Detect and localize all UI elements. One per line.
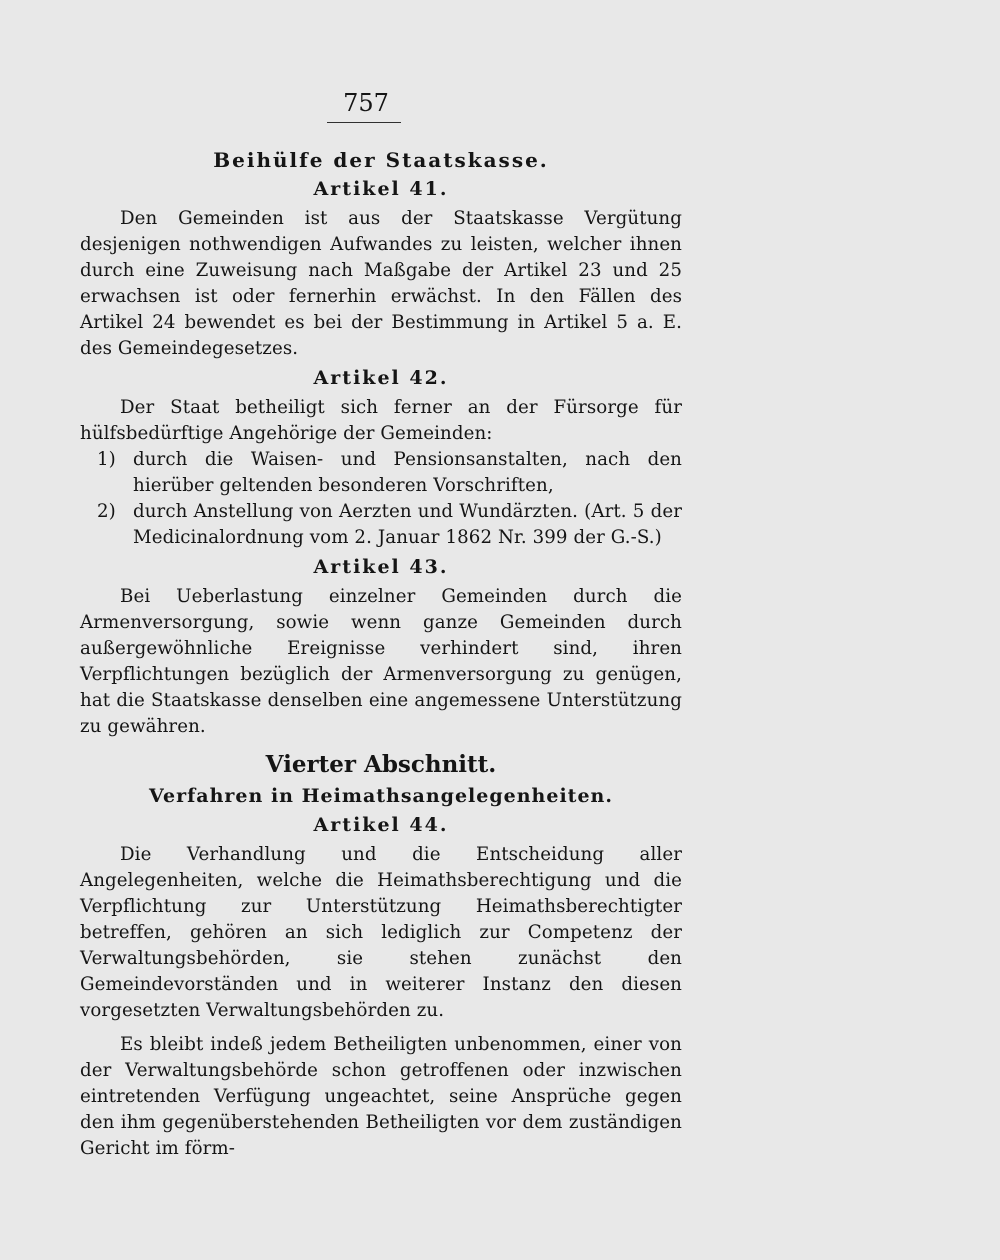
article-44-title: Artikel 44. — [313, 814, 449, 836]
article-41-paragraph: Den Gemeinden ist aus der Staatskasse Vergütung desjenigen nothwendigen Aufwandes zu leisten, welcher ihnen durch eine Zuweisung nach Maßgabe der Artikel 23 und 25 erwachsen ist oder fernerhin erwächst. In den Fällen des Artikel 24 bewendet es bei der Bestimmung in Artikel 5 a. E. des Gemeindegesetzes. — [80, 208, 682, 359]
article-43-paragraph: Bei Ueberlastung einzelner Gemeinden durch die Armenversorgung, sowie wenn ganze Gemeinden durch außergewöhnliche Ereignisse verhindert sind, ihren Verpflichtungen bezüglich der Armenversorgung zu genügen, hat die Staatskasse denselben eine angemessene Unterstützung zu gewähren. — [80, 586, 682, 737]
chapter-heading: Vierter Abschnitt. — [265, 751, 497, 778]
article-42-intro: Der Staat betheiligt sich ferner an der Fürsorge für hülfsbedürftige Angehörige der Gemeinden: — [80, 397, 682, 444]
article-42-list-item-1 — [80, 447, 682, 499]
list-text: durch die Waisen- und Pensionsanstalten, nach den hierüber geltenden besonderen Vorschriften, — [133, 449, 682, 496]
article-43-title: Artikel 43. — [313, 556, 449, 578]
article-44-paragraph-1: Die Verhandlung und die Entscheidung aller Angelegenheiten, welche die Heimathsberechtigung und die Verpflichtung zur Unterstützung Heimathsberechtigter betreffen, gehören an sich lediglich zur Competenz der Verwaltungsbehörden, sie stehen zunächst den Gemeindevorständen und in weiterer Instanz den diesen vorgesetzten Verwaltungsbehörden zu. — [80, 844, 682, 1021]
list-text: durch Anstellung von Aerzten und Wundärzten. (Art. 5 der Medicinalordnung vom 2. Januar 1862 Nr. 399 der G.-S.) — [133, 501, 682, 548]
list-number: 1) — [97, 449, 116, 470]
page-number: 757 — [343, 89, 389, 117]
article-42-title: Artikel 42. — [313, 367, 449, 389]
article-42-list-item-2 — [80, 499, 682, 551]
article-44-paragraph-2: Es bleibt indeß jedem Betheiligten unbenommen, einer von der Verwaltungsbehörde schon getroffenen oder inzwischen eintretenden Verfügung ungeachtet, seine Ansprüche gegen den ihm gegenüberstehenden Betheiligten vor dem zuständigen Gericht im förm- — [80, 1034, 682, 1159]
page-content — [80, 88, 682, 1162]
page-number-rule — [327, 122, 401, 123]
article-41-title: Artikel 41. — [313, 178, 449, 200]
list-number: 2) — [97, 501, 116, 522]
chapter-subheading: Verfahren in Heimathsangelegenheiten. — [149, 785, 613, 807]
section-heading: Beihülfe der Staatskasse. — [213, 148, 549, 172]
